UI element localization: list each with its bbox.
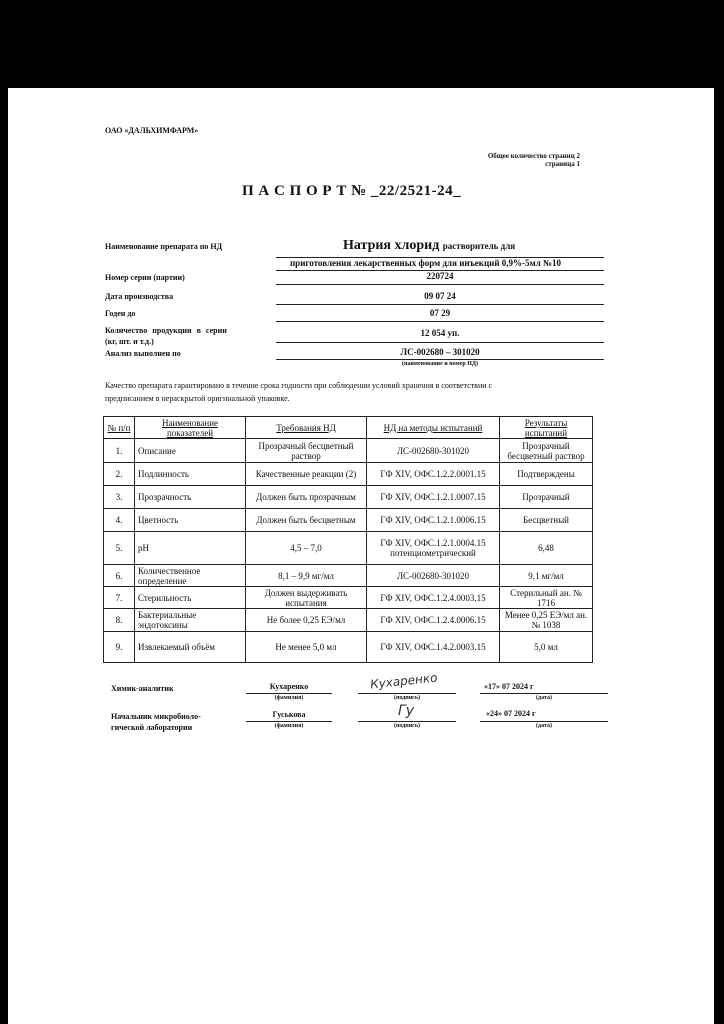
chemist-name-line — [246, 693, 332, 694]
row-requirement: 8,1 – 9,9 мг/мл — [246, 565, 367, 587]
date-underline — [276, 304, 604, 305]
row-requirement: 4,5 – 7,0 — [246, 532, 367, 565]
analysis-underline — [276, 359, 604, 360]
chemist-sign-caption: (подпись) — [393, 695, 421, 701]
row-result: Прозрачный бесцветный раствор — [500, 439, 593, 463]
head-date-line — [480, 721, 608, 722]
row-number: 3. — [104, 486, 135, 509]
series-value: 220724 — [426, 271, 454, 281]
row-method: ГФ XIV, ОФС.1.2.1.0007.15 — [367, 486, 500, 509]
quantity-value: 12 054 уп. — [420, 328, 460, 338]
row-indicator: Описание — [135, 439, 246, 463]
table-row — [104, 587, 593, 609]
head-sign-line — [358, 721, 456, 722]
row-indicator: pH — [135, 532, 246, 565]
row-result: 5,0 мл — [500, 632, 593, 663]
row-result: Бесцветный — [500, 509, 593, 532]
table-row — [104, 609, 593, 632]
row-number: 1. — [104, 439, 135, 463]
guarantee-line-1: Качество препарата гарантировано в течение срока годности при соблюдении условий хранения в соответствии с — [105, 381, 493, 390]
header-result: Результаты испытаний — [500, 417, 593, 439]
row-number: 9. — [104, 632, 135, 663]
series-underline — [276, 284, 604, 285]
table-row — [104, 565, 593, 587]
row-indicator: Прозрачность — [135, 486, 246, 509]
production-date-label: Дата производства — [105, 292, 174, 301]
chemist-date-line — [480, 693, 608, 694]
head-name-line — [246, 721, 332, 722]
row-indicator: Подлинность — [135, 463, 246, 486]
row-indicator: Количественное определение — [135, 565, 246, 587]
series-label: Номер серии (партии) — [105, 273, 185, 282]
head-date-caption: (дата) — [536, 723, 552, 729]
document-title: П А С П О Р Т № _22/2521-24_ — [242, 183, 462, 199]
drug-label: Наименование препарата по НД — [105, 242, 223, 251]
header-number: № п/п — [104, 417, 135, 439]
row-result: 6,48 — [500, 532, 593, 565]
production-date-value: 09 07 24 — [424, 291, 456, 301]
row-requirement: Качественные реакции (2) — [246, 463, 367, 486]
row-number: 6. — [104, 565, 135, 587]
row-requirement: Должен быть прозрачным — [246, 486, 367, 509]
drug-name — [343, 238, 515, 254]
results-table — [103, 416, 593, 663]
chemist-role: Химик-аналитик — [111, 684, 174, 693]
expiry-label: Годен до — [105, 309, 136, 318]
chemist-date: «17» 07 2024 г — [484, 682, 534, 691]
row-indicator: Извлекаемый объём — [135, 632, 246, 663]
row-result: Менее 0,25 ЕЭ/мл ан. № 1038 — [500, 609, 593, 632]
header-method: НД на методы испытаний — [367, 417, 500, 439]
row-number: 5. — [104, 532, 135, 565]
row-result: Стерильный ан. № 1716 — [500, 587, 593, 609]
row-result: 9,1 мг/мл — [500, 565, 593, 587]
row-requirement: Должен выдерживать испытания — [246, 587, 367, 609]
row-method: ГФ XIV, ОФС.1.2.4.0006.15 — [367, 609, 500, 632]
head-role-line-2: гической лаборатории — [111, 723, 193, 732]
row-method: ГФ XIV, ОФС.1.4.2.0003.15 — [367, 632, 500, 663]
expiry-value: 07 29 — [429, 308, 451, 318]
table-row — [104, 486, 593, 509]
row-indicator: Цветность — [135, 509, 246, 532]
table-row — [104, 632, 593, 663]
row-indicator: Бактериальные эндотоксины — [135, 609, 246, 632]
drug-name-main: Натрия хлорид — [343, 238, 440, 253]
quantity-label: Количество продукции в серии — [105, 326, 227, 335]
head-sign-caption: (подпись) — [393, 723, 421, 729]
page-count: Общее количество страниц 2 — [487, 152, 580, 160]
expiry-underline — [276, 321, 604, 322]
chemist-signature: Кухаренко — [369, 670, 439, 692]
analysis-note: (наименование и номер НД) — [402, 361, 478, 367]
chemist-date-caption: (дата) — [536, 695, 552, 701]
row-requirement: Не более 0,25 ЕЭ/мл — [246, 609, 367, 632]
row-number: 2. — [104, 463, 135, 486]
head-date: «24» 07 2024 г — [486, 709, 536, 718]
row-result: Прозрачный — [500, 486, 593, 509]
table-row — [104, 463, 593, 486]
head-name-caption: (фамилия) — [274, 723, 304, 729]
chemist-name: Кухаренко — [269, 682, 309, 691]
row-result: Подтверждены — [500, 463, 593, 486]
row-method: ЛС-002680-301020 — [367, 439, 500, 463]
row-indicator: Стерильность — [135, 587, 246, 609]
row-requirement: Не менее 5,0 мл — [246, 632, 367, 663]
row-method: ГФ XIV, ОФС.1.2.1.0004.15 потенциометрический — [367, 532, 500, 565]
company-name: ОАО «ДАЛЬХИМФАРМ» — [105, 126, 199, 135]
chemist-sign-line — [358, 693, 456, 694]
head-signature: Гу — [398, 703, 415, 719]
chemist-name-caption: (фамилия) — [274, 695, 304, 701]
analysis-label: Анализ выполнен по — [105, 349, 181, 358]
table-row — [104, 532, 593, 565]
head-role-line-1: Начальник микробиоло- — [111, 712, 201, 721]
header-indicator: Наименование показателей — [135, 417, 246, 439]
head-name: Гуськова — [272, 710, 306, 719]
drug-name-line2: приготовления лекарственных форм для инъекций 0,9%-5мл №10 — [290, 258, 562, 268]
table-row — [104, 439, 593, 463]
row-requirement: Прозрачный бесцветный раствор — [246, 439, 367, 463]
row-number: 4. — [104, 509, 135, 532]
row-number: 7. — [104, 587, 135, 609]
row-method: ГФ XIV, ОФС.1.2.1.0006.15 — [367, 509, 500, 532]
row-method: ГФ XIV, ОФС.1.2.4.0003.15 — [367, 587, 500, 609]
drug-name-rest: растворитель для — [442, 241, 516, 251]
row-requirement: Должен быть бесцветным — [246, 509, 367, 532]
passport-sheet — [8, 88, 714, 1024]
quantity-label-units: (кг, шт. и т.д.) — [105, 337, 154, 346]
header-requirements: Требования НД — [246, 417, 367, 439]
table-row — [104, 509, 593, 532]
row-method: ЛС-002680-301020 — [367, 565, 500, 587]
table-header-row — [104, 417, 593, 439]
row-method: ГФ XIV, ОФС.1.2.2.0001.15 — [367, 463, 500, 486]
page-number: страница 1 — [545, 160, 580, 168]
guarantee-line-2: предписанием в нераскрытой оригинальной упаковке. — [105, 394, 290, 403]
quantity-underline — [276, 342, 604, 343]
analysis-value: ЛС-002680 – 301020 — [400, 347, 480, 357]
row-number: 8. — [104, 609, 135, 632]
